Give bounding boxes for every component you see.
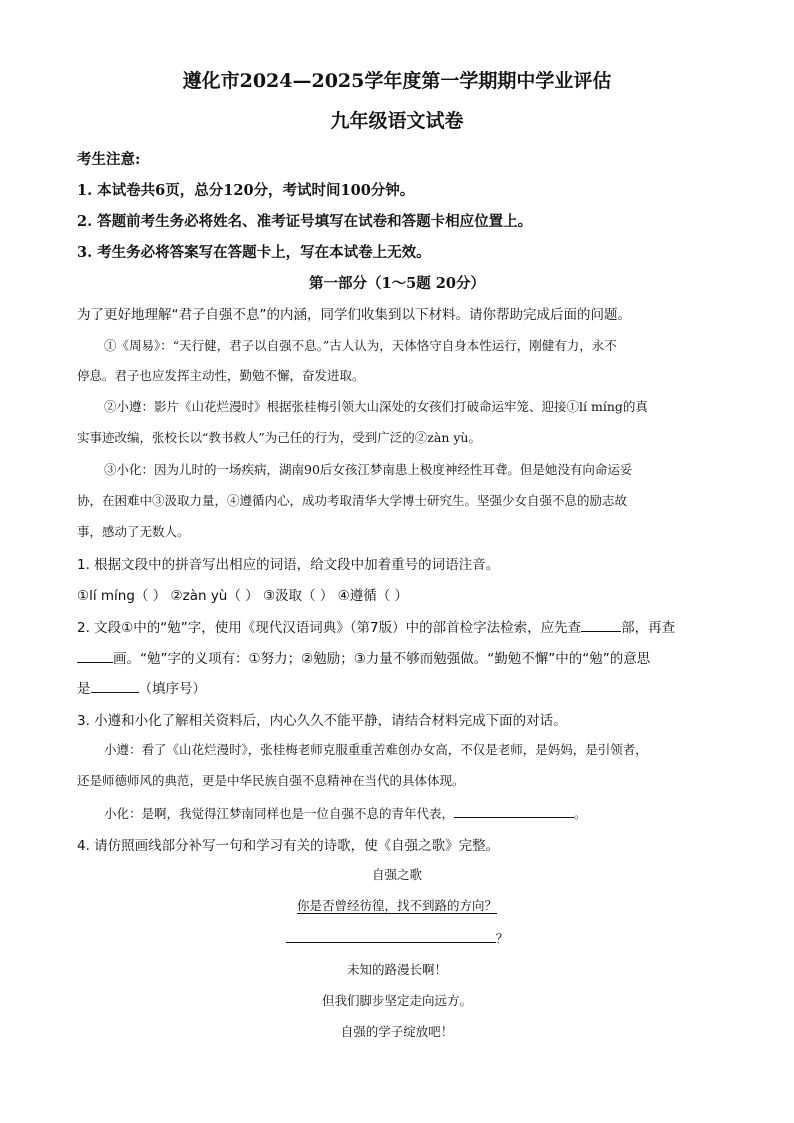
question-4-stem: 4. 请仿照画线部分补写一句和学习有关的诗歌，使《自强之歌》完整。 xyxy=(77,838,500,854)
material-3-line-2: 协，在困难中③汲取力量，④遵循内心，成功考取清华大学博士研究生。坚强少女自强不息的励志故 xyxy=(77,493,628,508)
part1-heading: 第一部分（1～5题 20分） xyxy=(309,275,485,292)
poem-line-1-underlined: 你是否曾经彷徨，找不到路的方向？ xyxy=(296,898,497,913)
answer-blank-meaning[interactable] xyxy=(91,678,139,693)
answer-blank-radical[interactable] xyxy=(581,617,621,632)
material-1-line-2: 停息。君子也应发挥主动性，勤勉不懈，奋发进取。 xyxy=(77,368,365,383)
question-2-line-2 xyxy=(77,647,650,667)
question-1-stem: 1. 根据文段中的拼音写出相应的词语，给文段中加着重号的词语注音。 xyxy=(77,557,500,573)
question-2-text-a: 2. 文段①中的“勉”字，使用《现代汉语词典》（第7版）中的部首检字法检索，应先查 xyxy=(77,620,582,636)
material-2-line-2: 实事迹改编，张校长以“教书救人”为己任的行为，受到广泛的②zàn yù。 xyxy=(77,430,481,445)
notice-item-3: 3. 考生务必将答案写在答题卡上，写在本试卷上无效。 xyxy=(77,244,431,261)
poem-line-1 xyxy=(0,896,794,914)
answer-blank-strokes[interactable] xyxy=(77,648,113,663)
poem-line-2-end: ？ xyxy=(495,931,509,946)
exam-title: 遵化市2024—2025学年度第一学期期中学业评估 xyxy=(182,70,612,92)
notice-item-2: 2. 答题前考生务必将姓名、准考证号填写在试卷和答题卡相应位置上。 xyxy=(77,213,533,230)
material-2-line-1: ②小遵：影片《山花烂漫时》根据张桂梅引领大山深处的女孩们打破命运牢笼、迎接①lí míng的真 xyxy=(104,399,648,414)
poem-line-5: 自强的学子绽放吧！ xyxy=(340,1024,454,1039)
poem-line-2 xyxy=(0,928,794,947)
question-3-stem: 3. 小遵和小化了解相关资料后，内心久久不能平静，请结合材料完成下面的对话。 xyxy=(77,713,567,729)
notice-heading: 考生注意: xyxy=(77,151,141,168)
dialogue-1-line-1: 小遵：看了《山花烂漫时》，张桂梅老师克服重重苦难创办女高，不仅是老师，是妈妈，是引领者， xyxy=(104,742,648,757)
question-2-line-3 xyxy=(77,677,206,697)
dialogue-2-end: 。 xyxy=(574,806,587,821)
notice-item-1: 1. 本试卷共6页，总分120分，考试时间100分钟。 xyxy=(77,182,415,199)
question-2-text-d: 是 xyxy=(77,681,91,697)
material-3-line-1: ③小化：因为儿时的一场疾病，湖南90后女孩江梦南患上极度神经性耳聋。但是她没有向命运妥 xyxy=(104,462,633,477)
question-2-text-c: 画。“勉”字的义项有：①努力；②勉励；③力量不够而勉强做。“勤勉不懈”中的“勉”的意思 xyxy=(113,651,651,667)
dialogue-2-line xyxy=(104,803,587,822)
part1-intro: 为了更好地理解“君子自强不息”的内涵，同学们收集到以下材料。请你帮助完成后面的问题。 xyxy=(77,307,631,323)
answer-blank-poem[interactable] xyxy=(286,928,496,943)
material-3-line-3: 事，感动了无数人。 xyxy=(77,524,190,539)
question-2-text-b: 部，再查 xyxy=(621,620,676,636)
material-1-line-1: ①《周易》：“天行健，君子以自强不息。”古人认为，天体恪守自身本性运行，刚健有力，永不 xyxy=(104,338,617,353)
poem-line-4: 但我们脚步坚定走向远方。 xyxy=(321,993,472,1008)
answer-blank-dialogue[interactable] xyxy=(454,803,574,818)
question-2-line-1 xyxy=(77,616,675,636)
dialogue-1-line-2: 还是师德师风的典范，更是中华民族自强不息精神在当代的具体体现。 xyxy=(77,773,465,788)
question-2-text-e: （填序号） xyxy=(138,681,206,697)
question-1-options: ①lí míng（ ） ②zàn yù（ ） ③汲取（ ） ④遵循（ ） xyxy=(77,588,409,604)
poem-line-3: 未知的路漫长啊！ xyxy=(346,962,447,977)
poem-title: 自强之歌 xyxy=(371,867,422,882)
dialogue-2-text: 小化：是啊，我觉得江梦南同样也是一位自强不息的青年代表， xyxy=(104,806,455,821)
exam-subtitle: 九年级语文试卷 xyxy=(330,110,464,132)
